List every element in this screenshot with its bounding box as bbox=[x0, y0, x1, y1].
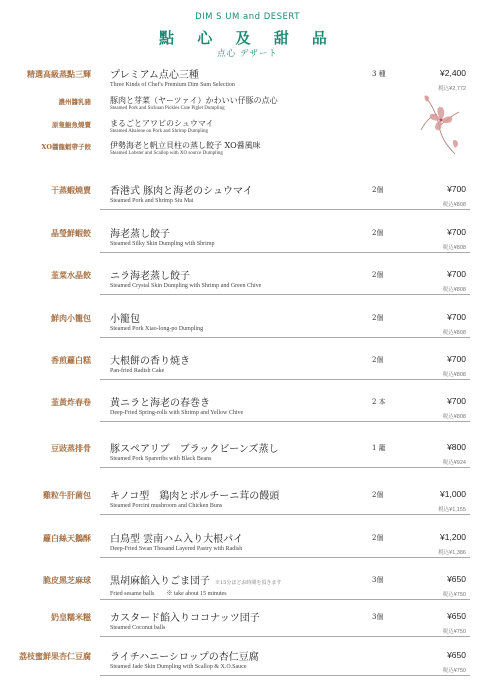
item-tax-price: 税込¥808 bbox=[442, 414, 466, 420]
item-japanese-name: ニラ海老蒸し餃子 bbox=[110, 271, 190, 282]
item-chinese-name: 鮮肉小籠包 bbox=[51, 313, 91, 323]
item-chinese-name: XO醬龍蝦帶子餃 bbox=[41, 143, 91, 151]
item-japanese-name: 白鳥型 雲南ハム入り大根パイ bbox=[110, 534, 244, 545]
item-english-name: Fried sesame balls ※ take about 15 minutes bbox=[110, 591, 227, 597]
item-chinese-name: 雞粒牛肝菌包 bbox=[43, 490, 91, 500]
item-quantity: 2個 bbox=[372, 534, 384, 542]
item-japanese-name: 黄ニラと海老の春巻き bbox=[110, 398, 210, 409]
item-english-name: Pan-fried Radish Cake bbox=[110, 368, 165, 374]
item-price: ¥700 bbox=[447, 354, 466, 364]
item-japanese-name: まるごとアワビのシュウマイ bbox=[110, 119, 214, 128]
item-chinese-name: 豆豉蒸排骨 bbox=[51, 443, 91, 453]
item-japanese-name: キノコ型 鶏肉とポルチーニ茸の饅頭 bbox=[110, 491, 280, 502]
item-price: ¥650 bbox=[447, 650, 466, 660]
row-divider bbox=[100, 379, 470, 380]
item-quantity: 3 種 bbox=[372, 70, 386, 78]
item-chinese-name: 韮黃炸春卷 bbox=[51, 397, 91, 407]
item-english-name: Steamed Coconut balls bbox=[110, 625, 166, 631]
item-quantity: 1 籠 bbox=[372, 444, 386, 452]
item-price: ¥2,400 bbox=[440, 68, 466, 78]
row-divider bbox=[100, 252, 470, 253]
item-japanese-name: 海老蒸し餃子 bbox=[110, 229, 170, 240]
item-english-name: Steamed Silky Skin Dumpling with Shrimp bbox=[110, 241, 215, 247]
item-chinese-name: 濃州醬乳豬 bbox=[58, 98, 91, 106]
item-quantity: 2個 bbox=[372, 491, 384, 499]
item-english-name: Three Kinds of Chef's Premium Dim Sum Selection bbox=[110, 82, 235, 88]
item-tax-price: 税込¥750 bbox=[442, 592, 466, 598]
item-japanese-name: 小籠包 bbox=[110, 314, 140, 325]
item-quantity: 3個 bbox=[372, 576, 384, 584]
row-divider bbox=[100, 675, 470, 676]
item-english-name: Steamed Crystal Skin Dumpling with Shrimp and Green Chive bbox=[110, 283, 262, 289]
item-tax-price: 税込¥924 bbox=[442, 460, 466, 466]
item-quantity: 2個 bbox=[372, 314, 384, 322]
item-price: ¥700 bbox=[447, 184, 466, 194]
item-tax-price: 税込¥808 bbox=[442, 372, 466, 378]
menu-chinese-title: 點 心 及 甜 品 bbox=[159, 29, 336, 47]
row-divider bbox=[100, 514, 470, 515]
row-divider bbox=[100, 467, 470, 468]
item-japanese-name: 豚スペアリブ ブラックビーンズ蒸し bbox=[110, 444, 279, 455]
item-english-name: Steamed Pork and Shrimp Siu Mai bbox=[110, 198, 194, 204]
item-chinese-name: 香煎蘿白糕 bbox=[51, 355, 91, 365]
item-quantity: 2個 bbox=[372, 186, 384, 194]
flower-illustration bbox=[415, 86, 467, 158]
row-divider bbox=[100, 209, 470, 210]
row-divider bbox=[100, 599, 470, 600]
item-tax-price: 税込¥2,772 bbox=[438, 86, 466, 92]
item-price: ¥700 bbox=[447, 227, 466, 237]
item-japanese-name: カスタード餡入りココナッツ団子 bbox=[110, 613, 260, 624]
row-divider bbox=[100, 636, 470, 637]
item-price: ¥700 bbox=[447, 396, 466, 406]
item-price: ¥700 bbox=[447, 269, 466, 279]
item-tax-price: 税込¥808 bbox=[442, 287, 466, 293]
item-japanese-name: 黒胡麻餡入りごま団子 ※15分ほどお時間を頂きます bbox=[110, 576, 282, 587]
item-tax-price: 税込¥1,155 bbox=[438, 507, 466, 513]
row-divider bbox=[100, 421, 470, 422]
item-quantity: 2個 bbox=[372, 356, 384, 364]
item-japanese-name: プレミアム点心三種 bbox=[110, 70, 199, 81]
item-price: ¥1,200 bbox=[440, 532, 466, 542]
item-english-name: Steamed Pork and Sichuan Pickles Cute Piglet Dumpling bbox=[110, 106, 225, 111]
item-quantity: 2 本 bbox=[372, 398, 386, 406]
item-japanese-name: 大根餅の香り焼き bbox=[110, 356, 190, 367]
item-quantity: 2個 bbox=[372, 229, 384, 237]
item-price: ¥650 bbox=[447, 611, 466, 621]
item-price: ¥1,000 bbox=[440, 489, 466, 499]
item-chinese-name: 奶皇糯米糍 bbox=[51, 612, 91, 622]
menu-english-title: DIM S UM and DESERT bbox=[195, 12, 300, 22]
item-tax-price: 税込¥750 bbox=[442, 668, 466, 674]
item-english-name: Steamed Pork Xiao-long-po Dumpling bbox=[110, 326, 204, 332]
item-tax-price: 税込¥1,386 bbox=[438, 550, 466, 556]
wait-time-note: ※15分ほどお時間を頂きます bbox=[215, 580, 282, 586]
item-tax-price: 税込¥808 bbox=[442, 202, 466, 208]
item-japanese-name: 豚肉と芽菜（ヤーツァイ）かわいい仔豚の点心 bbox=[110, 96, 278, 105]
item-english-name: Steamed Jade Skin Dumpling with Scallop & X.O.Sauce bbox=[110, 664, 247, 670]
item-english-name: Deep-Fried Spring-rolls with Shrimp and Yellow Chive bbox=[110, 410, 244, 416]
item-quantity: 3個 bbox=[372, 613, 384, 621]
item-english-name: Steamed Pork Spareribs with Black Beans bbox=[110, 456, 212, 462]
row-divider bbox=[100, 337, 470, 338]
item-chinese-name: 荔枝蜜鮮果杏仁豆腐 bbox=[19, 651, 91, 661]
row-divider bbox=[100, 294, 470, 295]
item-chinese-name: 蘿白絲天鵝酥 bbox=[43, 533, 91, 543]
item-chinese-name: 脆皮黑芝麻球 bbox=[43, 575, 91, 585]
item-price: ¥650 bbox=[447, 574, 466, 584]
item-tax-price: 税込¥750 bbox=[442, 629, 466, 635]
item-english-name: Steamed Porcini mushroom and Chicken Buns bbox=[110, 503, 223, 509]
item-price: ¥800 bbox=[447, 442, 466, 452]
item-tax-price: 税込¥808 bbox=[442, 330, 466, 336]
item-chinese-name: 韮菜水晶餃 bbox=[51, 270, 91, 280]
item-english-name: Steamed Abalone on Pork and Shrimp Dumpling bbox=[110, 129, 209, 134]
item-japanese-name: 香港式 豚肉と海老のシュウマイ bbox=[110, 186, 253, 197]
row-divider bbox=[100, 557, 470, 558]
item-english-name: Deep-Fried Swan Thosand Layered Pastry with Radish bbox=[110, 546, 243, 552]
item-tax-price: 税込¥808 bbox=[442, 245, 466, 251]
item-japanese-name: 伊勢海老と帆立貝柱の蒸し餃子 XO醤風味 bbox=[110, 141, 261, 150]
item-chinese-name: 干蒸蝦燒賣 bbox=[51, 185, 91, 195]
item-chinese-name: 晶瑩鮮蝦餃 bbox=[51, 228, 91, 238]
item-quantity: 2個 bbox=[372, 271, 384, 279]
item-chinese-name: 原隻鮑魚燒賣 bbox=[52, 121, 91, 129]
item-japanese-name: ライチハニーシロップの杏仁豆腐 bbox=[110, 652, 259, 663]
item-chinese-name: 精選高級蒸點三輝 bbox=[27, 69, 91, 79]
item-price: ¥700 bbox=[447, 312, 466, 322]
menu-japanese-title: 点心 デザート bbox=[217, 49, 278, 59]
item-english-name: Steamed Lobster and Scallop with XO source Dumpling bbox=[110, 151, 223, 156]
